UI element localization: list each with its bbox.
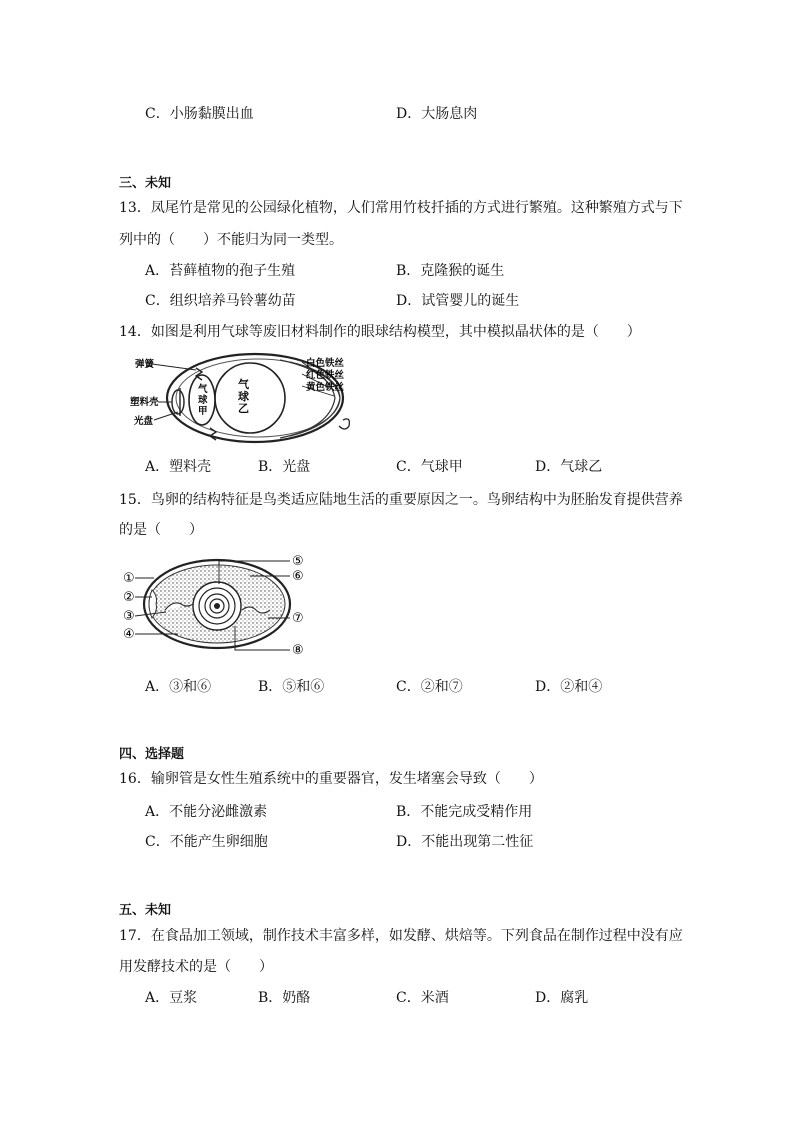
eye-model-figure <box>130 350 365 450</box>
mark-3: ③ <box>123 609 135 624</box>
balloon-a-char-1: 气 <box>198 384 208 395</box>
q15-option-c: C．②和⑦ <box>396 679 463 695</box>
q14-option-a: A．塑料壳 <box>145 459 212 475</box>
q17-option-b: B．奶酪 <box>258 990 311 1006</box>
label-spring: 弹簧 <box>135 359 155 370</box>
q15-option-a: A．③和⑥ <box>145 679 212 695</box>
q17-option-c: C．米酒 <box>396 990 449 1006</box>
label-plastic-shell: 塑料壳 <box>130 397 159 408</box>
q14-option-c: C．气球甲 <box>396 459 463 475</box>
q14-option-d: D．气球乙 <box>535 459 603 475</box>
q13-option-a: A．苔藓植物的孢子生殖 <box>145 263 296 279</box>
q15-stem-line1: 15．鸟卵的结构特征是鸟类适应陆地生活的重要原因之一。鸟卵结构中为胚胎发育提供营养 <box>119 492 683 508</box>
plastic-shell <box>172 390 184 414</box>
mark-1: ① <box>123 571 135 586</box>
balloon-a-char-2: 球 <box>198 395 208 406</box>
mark-8: ⑧ <box>292 643 304 658</box>
balloon-b-char-3: 乙 <box>238 402 249 415</box>
q12-option-c: C．小肠黏膜出血 <box>145 106 254 122</box>
section-5-title: 五、未知 <box>119 903 172 918</box>
q17-option-d: D．腐乳 <box>535 990 589 1006</box>
q16-option-b: B．不能完成受精作用 <box>396 804 533 820</box>
balloon-b-char-2: 球 <box>238 390 249 403</box>
q13-stem-line2: 列中的（ ）不能归为同一类型。 <box>119 232 343 248</box>
bird-egg-figure <box>120 550 320 662</box>
label-cd: 光盘 <box>134 416 154 427</box>
balloon-b <box>215 363 285 433</box>
mark-6: ⑥ <box>292 569 304 584</box>
q15-option-d: D．②和④ <box>535 679 603 695</box>
leader-spring <box>152 364 196 370</box>
balloon-b-char-1: 气 <box>238 378 249 391</box>
q16-option-c: C．不能产生卵细胞 <box>145 834 268 850</box>
mark-7: ⑦ <box>292 611 304 626</box>
mark-2: ② <box>123 590 135 605</box>
q16-stem: 16．输卵管是女性生殖系统中的重要器官，发生堵塞会导致（ ） <box>119 771 543 787</box>
mark-5: ⑤ <box>292 554 304 569</box>
label-white-wire: 白色铁丝 <box>306 358 345 369</box>
q17-option-a: A．豆浆 <box>145 990 198 1006</box>
label-yellow-wire: 黄色铁丝 <box>306 382 345 393</box>
rear-hook <box>339 419 349 429</box>
mark-4: ④ <box>123 627 135 642</box>
label-red-wire: 红色铁丝 <box>306 370 345 381</box>
section-3-title: 三、未知 <box>119 176 172 191</box>
section-4-title: 四、选择题 <box>119 747 185 762</box>
q13-option-c: C．组织培养马铃薯幼苗 <box>145 293 296 309</box>
q14-option-b: B．光盘 <box>258 459 311 475</box>
germinal-disc <box>214 603 220 609</box>
q16-option-a: A．不能分泌雌激素 <box>145 804 268 820</box>
q13-option-d: D．试管婴儿的诞生 <box>396 293 520 309</box>
q14-stem: 14．如图是利用气球等废旧材料制作的眼球结构模型，其中模拟晶状体的是（ ） <box>119 324 641 340</box>
q13-stem-line1: 13．凤尾竹是常见的公园绿化植物，人们常用竹枝扦插的方式进行繁殖。这种繁殖方式与下 <box>119 200 683 216</box>
q17-stem-line1: 17．在食品加工领域，制作技术丰富多样，如发酵、烘焙等。下列食品在制作过程中没有应 <box>119 928 683 944</box>
q17-stem-line2: 用发酵技术的是（ ） <box>119 959 273 975</box>
balloon-a-char-3: 甲 <box>198 406 208 417</box>
q15-option-b: B．⑤和⑥ <box>258 679 325 695</box>
q16-option-d: D．不能出现第二性征 <box>396 834 534 850</box>
q15-stem-line2: 的是（ ） <box>119 522 203 538</box>
q13-option-b: B．克隆猴的诞生 <box>396 263 505 279</box>
q12-option-d: D．大肠息肉 <box>396 106 478 122</box>
